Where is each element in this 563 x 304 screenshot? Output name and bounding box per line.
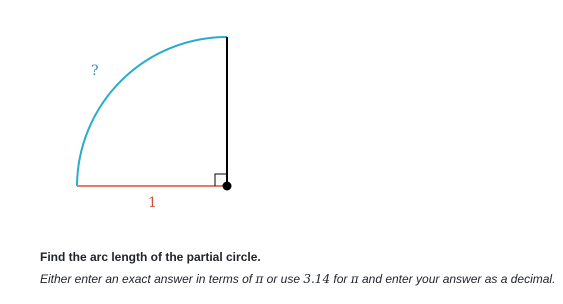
question-block xyxy=(40,249,555,287)
pi-symbol: π xyxy=(255,272,264,286)
instructions-text-3: for xyxy=(330,272,351,286)
question-title: Find the arc length of the partial circle. xyxy=(40,250,261,264)
radius-label: 1 xyxy=(148,195,157,211)
question-instructions xyxy=(40,271,555,287)
arc-curve xyxy=(77,37,227,186)
instructions-text-2: or use xyxy=(263,272,304,286)
pi-approximation-value: 3.14 xyxy=(303,272,331,286)
instructions-text-1: Either enter an exact answer in terms of xyxy=(40,272,256,286)
arc-length-label: ? xyxy=(91,63,99,79)
pi-symbol: π xyxy=(350,272,359,286)
instructions-text-4: and enter your answer as a decimal. xyxy=(358,272,556,286)
center-point xyxy=(223,182,232,191)
